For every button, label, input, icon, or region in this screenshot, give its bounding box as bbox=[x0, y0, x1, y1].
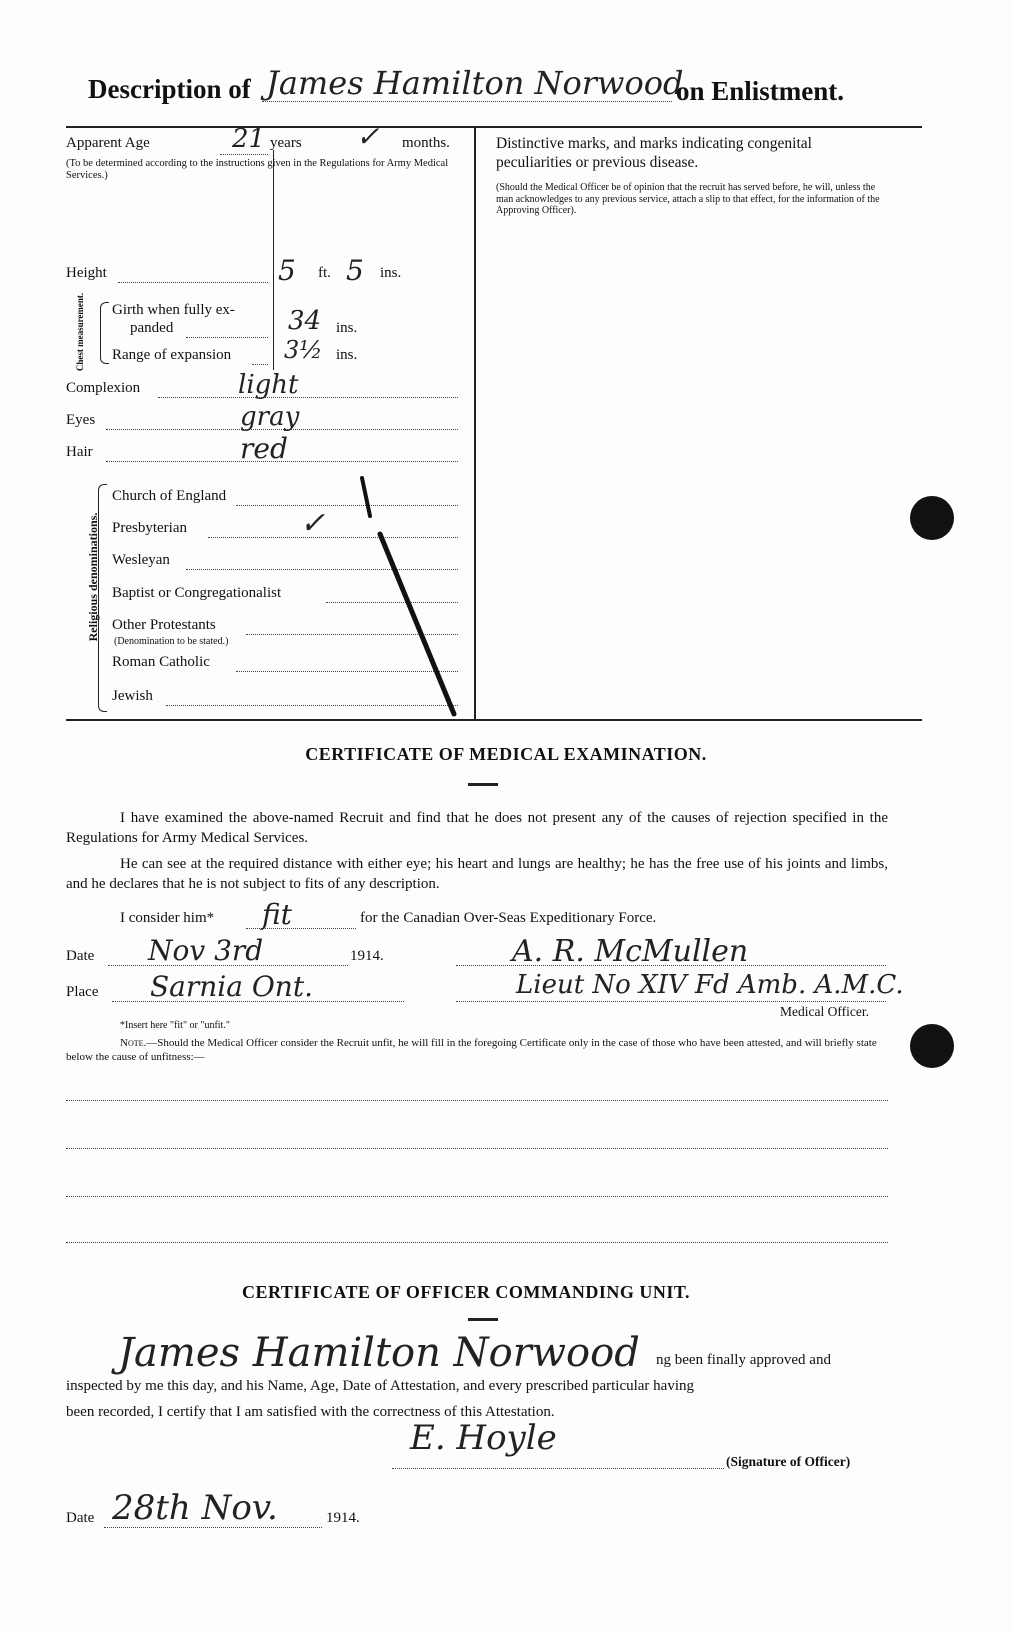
range-label: Range of expansion bbox=[112, 347, 232, 363]
unfitness-line-2 bbox=[66, 1148, 888, 1149]
age-years: 21 bbox=[232, 124, 266, 154]
medical-year: 1914. bbox=[350, 948, 384, 964]
medical-rank-line bbox=[456, 1001, 886, 1002]
range-value: 3½ bbox=[284, 336, 323, 364]
commanding-line-3: been recorded, I certify that I am satisfied with the correctness of this Attestation. bbox=[66, 1404, 555, 1420]
inner-divider bbox=[273, 150, 274, 370]
distinctive-marks-heading: Distinctive marks, and marks indicating congenital peculiarities or previous disease. bbox=[496, 135, 812, 171]
age-years-line bbox=[220, 154, 268, 155]
eyes-value: gray bbox=[240, 402, 300, 432]
medical-para-2: He can see at the required distance with either eye; his heart and lungs are healthy; he has the free use of his joints and limbs, and he declares that he is not subject to fits of any description. bbox=[66, 856, 888, 892]
commanding-title: CERTIFICATE OF OFFICER COMMANDING UNIT. bbox=[241, 1282, 691, 1302]
religion-brace bbox=[98, 484, 107, 712]
commanding-date-value: 28th Nov. bbox=[112, 1488, 278, 1528]
years-label: years bbox=[270, 135, 302, 151]
medical-para-1: I have examined the above-named Recruit and find that he does not present any of the causes of rejection specified in the Regulations for Army Medical Services. bbox=[66, 810, 888, 846]
medical-officer-label: Medical Officer. bbox=[780, 1004, 869, 1019]
distinctive-marks-note: (Should the Medical Officer be of opinion that the recruit has served before, he will, unless the man acknowledges to any previous service, attach a slip to that effect, for the information of the Approving Officer). bbox=[496, 182, 880, 216]
religion-baptist: Baptist or Congregationalist bbox=[112, 585, 282, 601]
column-divider bbox=[474, 126, 476, 720]
religion-strike-lines bbox=[350, 470, 470, 730]
months-label: months. bbox=[402, 135, 450, 151]
range-line bbox=[252, 364, 268, 365]
other-protestants-note: (Denomination to be stated.) bbox=[114, 636, 229, 647]
commanding-line-1-tail: ng been finally approved and bbox=[656, 1352, 831, 1368]
hair-label: Hair bbox=[66, 444, 93, 460]
height-inches: 5 bbox=[346, 254, 364, 287]
complexion-value: light bbox=[238, 370, 299, 400]
recruit-name: James Hamilton Norwood bbox=[266, 64, 684, 102]
consider-label: I consider him* bbox=[120, 910, 215, 926]
religion-wesleyan: Wesleyan bbox=[112, 552, 170, 568]
commanding-signature: E. Hoyle bbox=[410, 1418, 557, 1458]
range-unit: ins. bbox=[336, 347, 358, 363]
medical-title: CERTIFICATE OF MEDICAL EXAMINATION. bbox=[305, 744, 707, 764]
complexion-line bbox=[158, 397, 458, 398]
religion-other-protestants: Other Protestants bbox=[112, 617, 216, 633]
complexion-label: Complexion bbox=[66, 380, 141, 396]
medical-date-label: Date bbox=[66, 948, 95, 964]
document-title bbox=[88, 64, 968, 110]
place-value: Sarnia Ont. bbox=[150, 970, 313, 1003]
chest-brace bbox=[100, 302, 109, 364]
hair-value: red bbox=[240, 432, 288, 465]
unfitness-line-1 bbox=[66, 1100, 888, 1101]
place-label: Place bbox=[66, 984, 99, 1000]
commanding-signature-line bbox=[392, 1468, 724, 1469]
age-note: (To be determined according to the instructions given in the Regulations for Army Medical Services.) bbox=[66, 158, 449, 181]
commanding-signature-label: (Signature of Officer) bbox=[726, 1454, 851, 1469]
religion-presbyterian: Presbyterian bbox=[112, 520, 187, 536]
height-label: Height bbox=[66, 265, 107, 281]
religion-roman-catholic: Roman Catholic bbox=[112, 654, 210, 670]
fit-footnote: *Insert here "fit" or "unfit." bbox=[120, 1020, 230, 1031]
girth-unit: ins. bbox=[336, 320, 358, 336]
girth-line bbox=[186, 337, 268, 338]
commanding-line-2: inspected by me this day, and his Name, Age, Date of Attestation, and every prescribed particular having bbox=[66, 1378, 695, 1394]
eyes-label: Eyes bbox=[66, 412, 96, 428]
girth-label-1: Girth when fully ex- bbox=[112, 302, 235, 318]
commanding-title-ornament bbox=[468, 1318, 498, 1321]
title-prefix: Description of bbox=[88, 74, 251, 104]
top-rule bbox=[66, 126, 922, 128]
chest-label: Chest measurement. bbox=[75, 292, 85, 372]
religion-label: Religious denominations. bbox=[86, 512, 100, 642]
title-suffix: on Enlistment. bbox=[676, 76, 845, 106]
consider-tail: for the Canadian Over-Seas Expeditionary Force. bbox=[360, 910, 657, 926]
medical-note bbox=[66, 1036, 888, 1064]
medical-note-text: —Should the Medical Officer consider the Recruit unfit, he will fill in the foregoing Certificate only in the case of those who have been attested, and will briefly state below the cause of unfitness:— bbox=[66, 1037, 877, 1063]
medical-title-ornament bbox=[468, 783, 498, 786]
unfitness-line-4 bbox=[66, 1242, 888, 1243]
ins-label: ins. bbox=[380, 265, 402, 281]
medical-date-value: Nov 3rd bbox=[148, 934, 264, 967]
unfitness-line-3 bbox=[66, 1196, 888, 1197]
title-underline bbox=[262, 101, 672, 102]
height-line bbox=[118, 282, 268, 283]
fit-value: fit bbox=[262, 898, 292, 931]
punch-hole-bottom bbox=[910, 1024, 954, 1068]
commanding-year: 1914. bbox=[326, 1510, 360, 1526]
medical-signature-line bbox=[456, 965, 886, 966]
religion-check: ✓ bbox=[300, 506, 326, 541]
ft-label: ft. bbox=[318, 265, 331, 281]
commanding-recruit-name: James Hamilton Norwood bbox=[118, 1330, 640, 1376]
commanding-date-label: Date bbox=[66, 1510, 95, 1526]
medical-note-label: Note. bbox=[120, 1037, 147, 1049]
religion-jewish: Jewish bbox=[112, 688, 153, 704]
section-bottom-rule bbox=[66, 719, 922, 721]
age-label: Apparent Age bbox=[66, 135, 150, 151]
punch-hole-top bbox=[910, 496, 954, 540]
girth-value: 34 bbox=[288, 306, 322, 336]
medical-signature: A. R. McMullen bbox=[512, 934, 749, 969]
medical-signature-rank: Lieut No XIV Fd Amb. A.M.C. bbox=[516, 970, 904, 1000]
height-feet: 5 bbox=[278, 254, 296, 287]
girth-label-2: panded bbox=[130, 320, 174, 336]
religion-church-of-england: Church of England bbox=[112, 488, 227, 504]
age-months: ✓ bbox=[356, 120, 380, 153]
